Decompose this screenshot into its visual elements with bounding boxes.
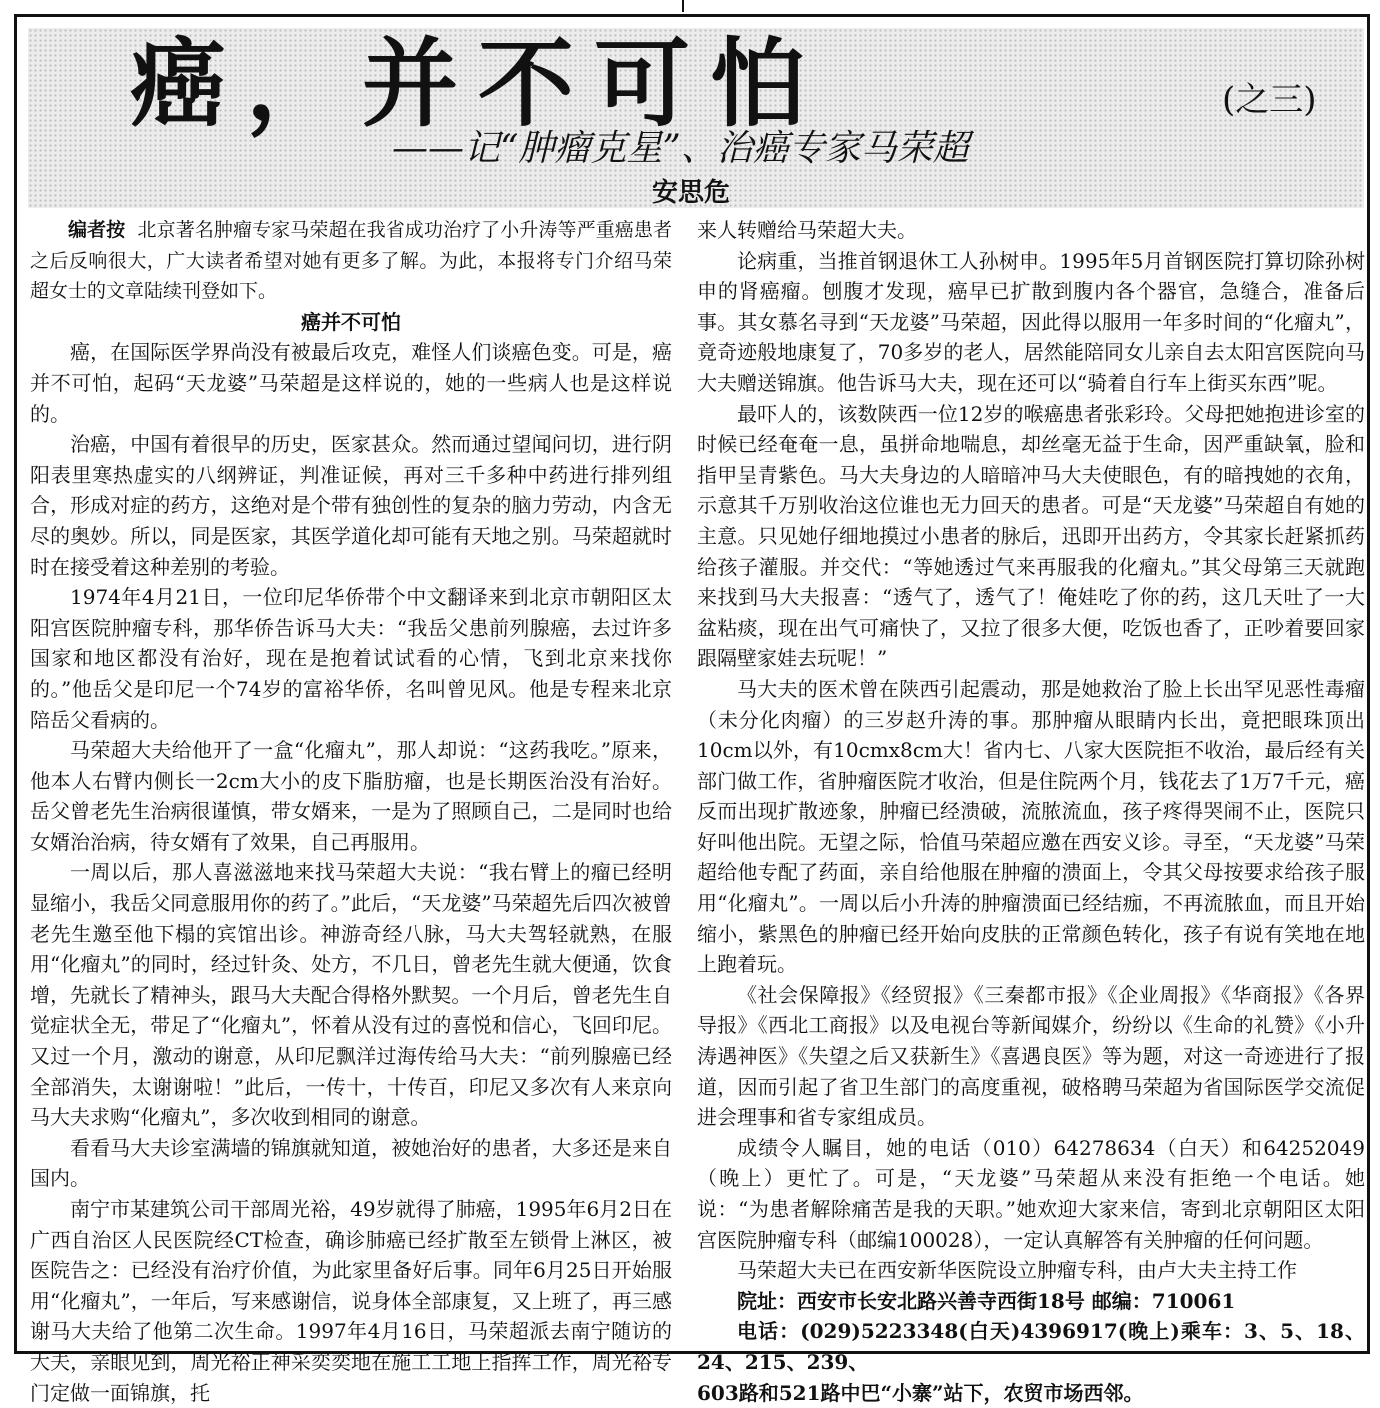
paragraph: 马荣超大夫已在西安新华医院设立肿瘤专科，由卢大夫主持工作 bbox=[737, 1258, 1297, 1283]
paragraph: 《社会保障报》《经贸报》《三秦都市报》《企业周报》《华商报》《各界导报》《西北工商报》以及电视台等新闻媒介，纷纷以《生命的礼赞》《小升涛遇神医》《失望之后又获新生》《喜遇良医》等为题，对这一奇迹进行了报道，因而引起了省卫生部门的高度重视，破格聘马荣超为省国际医学交流促进会理事和省专家组成员。 bbox=[697, 982, 1365, 1130]
editor-note-label: 编者按 bbox=[68, 219, 126, 241]
paragraph: 马荣超大夫给他开了一盒“化瘤丸”，那人却说：“这药我吃。”原来，他本人右臂内侧长一2cm大小的皮下脂肪瘤，也是长期医治没有治好。岳父曾老先生治病很谨慎，带女婿来，一是为了照顾自己，二是同时也给女婿治治病，待女婿有了效果，自己再服用。 bbox=[30, 738, 672, 854]
paragraph: 马大夫的医术曾在陕西引起震动，那是她救治了脸上长出罕见恶性毒瘤（未分化肉瘤）的三岁赵升涛的事。那肿瘤从眼睛内长出，竟把眼珠顶出10cm以外，有10cmx8cm大！省内七、八家大医院拒不收治，最后经有关部门做工作，省肿瘤医院才收治，但是住院两个月，钱花去了1万7千元，癌反而出现扩散迹象，肿瘤已经溃破，流脓流血，孩子疼得哭闹不止，医院只好叫他出院。无望之际，恰值马荣超应邀在西安义诊。寻至，“天龙婆”马荣超给他专配了药面，亲自给他服在肿瘤的溃面上，令其父母按要求给孩子服用“化瘤丸”。一周以后小升涛的肿瘤溃面已经结痂，不再流脓血，而且开始缩小，紫黑色的肿瘤已经开始向皮肤的正常颜色转化，孩子有说有笑地在地上跑着玩。 bbox=[697, 676, 1365, 977]
paragraph-continuation: 来人转赠给马荣超大夫。 bbox=[697, 218, 917, 242]
editor-note-text: 北京著名肿瘤专家马荣超在我省成功治疗了小升涛等严重癌患者之后反响很大，广大读者希望对她有更多了解。为此，本报将专门介绍马荣超女士的文章陆续刊登如下。 bbox=[30, 219, 672, 303]
right-column bbox=[697, 215, 1365, 1408]
paragraph: 1974年4月21日，一位印尼华侨带个中文翻译来到北京市朝阳区太阳宫医院肿瘤专科，那华侨告诉马大夫：“我岳父患前列腺癌，去过许多国家和地区都没有治好，现在是抱着试试看的心情，飞到北京来找你的。”他岳父是印尼一个74岁的富裕华侨，名叫曾见风。他是专程来北京陪岳父看病的。 bbox=[30, 585, 672, 732]
author-name: 安思危 bbox=[652, 178, 731, 208]
editor-note bbox=[30, 215, 672, 307]
paragraph: 成绩令人瞩目，她的电话（010）64278634（白天）和64252049（晚上）更忙了。可是，“天龙婆”马荣超从来没有拒绝一个电话。她说：“为患者解除痛苦是我的天职。”她欢迎大家来信，寄到北京朝阳区太阳宫医院肿瘤专科（邮编100028），一定认真解答有关肿瘤的任何问题。 bbox=[697, 1135, 1365, 1252]
paragraph: 南宁市某建筑公司干部周光裕，49岁就得了肺癌，1995年6月2日在广西自治区人民医院经CT检查，确诊肺癌已经扩散至左锁骨上淋区，被医院告之：已经没有治疗价值，为此家里备好后事。同年6月25日开始服用“化瘤丸”，一年后，写来感谢信，说身体全部康复，又上班了，再三感谢马大夫给了他第二次生命。1997年4月16日，马荣超派去南宁随访的大夫，亲眼见到，周光裕正神采奕奕地在施工工地上指挥工作，周光裕专门定做一面锦旗，托 bbox=[30, 1197, 672, 1405]
article-subtitle: ——记“肿瘤克星”、治癌专家马荣超 bbox=[392, 128, 969, 169]
paragraph: 看看马大夫诊室满墙的锦旗就知道，被她治好的患者，大多还是来自国内。 bbox=[30, 1135, 672, 1191]
paragraph: 癌，在国际医学界尚没有被最后攻克，难怪人们谈癌色变。可是，癌并不可怕，起码“天龙婆”马荣超是这样说的，她的一些病人也是这样说的。 bbox=[30, 340, 672, 426]
paragraph: 治癌，中国有着很早的历史，医家甚众。然而通过望闻问切，进行阴阳表里寒热虚实的八纲辨证，判准证候，再对三千多种中药进行排列组合，形成对症的药方，这绝对是个带有独创性的复杂的脑力劳动，内含无尽的奥妙。所以，同是医家，其医学道化却可能有天地之别。马荣超就时时在接受着这种差别的考验。 bbox=[30, 432, 672, 579]
contact-address: 院址：西安市长安北路兴善寺西街18号 邮编：710061 bbox=[737, 1288, 1236, 1313]
contact-bus: 603路和521路中巴“小寨”站下，农贸市场西邻。 bbox=[697, 1380, 1144, 1405]
series-label: (之三) bbox=[1222, 80, 1317, 120]
left-column bbox=[30, 215, 672, 1408]
paragraph: 一周以后，那人喜滋滋地来找马荣超大夫说：“我右臂上的瘤已经明显缩小，我岳父同意服用你的药了。”此后，“天龙婆”马荣超先后四次被曾老先生邀至他下榻的宾馆出诊。神游奇经八脉，马大夫驾轻就熟，在服用“化瘤丸”的同时，经过针灸、处方，不几日，曾老先生就大便通，饮食增，先就长了精神头，跟马大夫配合得格外默契。一个月后，曾老先生自觉症状全无，带足了“化瘤丸”，怀着从没有过的喜悦和信心，飞回印尼。又过一个月，激动的谢意，从印尼飘洋过海传给马大夫：“前列腺癌已经全部消失，太谢谢啦！”此后，一传十，十传百，印尼又多次有人来京向马大夫求购“化瘤丸”，多次收到相同的谢意。 bbox=[30, 860, 672, 1130]
paragraph: 论病重，当推首钢退休工人孙树申。1995年5月首钢医院打算切除孙树申的肾癌瘤。刨腹才发现，癌早已扩散到腹内各个器官，急缝合，准备后事。其女慕名寻到“天龙婆”马荣超，因此得以服用一年多时间的“化瘤丸”，竟奇迹般地康复了，70多岁的老人，居然能陪同女儿亲自去太阳宫医院向马大夫赠送锦旗。他告诉马大夫，现在还可以“骑着自行车上街买东西”呢。 bbox=[697, 248, 1365, 395]
article-title: 癌，并不可怕 bbox=[130, 28, 826, 140]
section-title: 癌并不可怕 bbox=[301, 309, 401, 334]
top-rule bbox=[682, 0, 684, 12]
paragraph: 最吓人的，该数陕西一位12岁的喉癌患者张彩玲。父母把她抱进诊室的时候已经奄奄一息，虽拼命地喘息，却丝毫无益于生命，因严重缺氧，脸和指甲呈青紫色。马大夫身边的人暗暗冲马大夫使眼色，有的暗拽她的衣角，示意其千万别收治这位谁也无力回天的患者。可是“天龙婆”马荣超自有她的主意。只见她仔细地摸过小患者的脉后，迅即开出药方，令其家长赶紧抓药给孩子灌服。并交代：“等她透过气来再服我的化瘤丸。”其父母第三天就跑来找到马大夫报喜：“透气了，透气了！俺娃吃了你的药，这几天吐了一大盆粘痰，现在出气可痛快了，又拉了很多大便，吃饭也香了，正吵着要回家跟隔壁家娃去玩呢！” bbox=[697, 401, 1365, 671]
contact-phone: 电话：(029)5223348(白天)4396917(晚上)乘车：3、5、18、24、215、239、 bbox=[697, 1319, 1365, 1374]
